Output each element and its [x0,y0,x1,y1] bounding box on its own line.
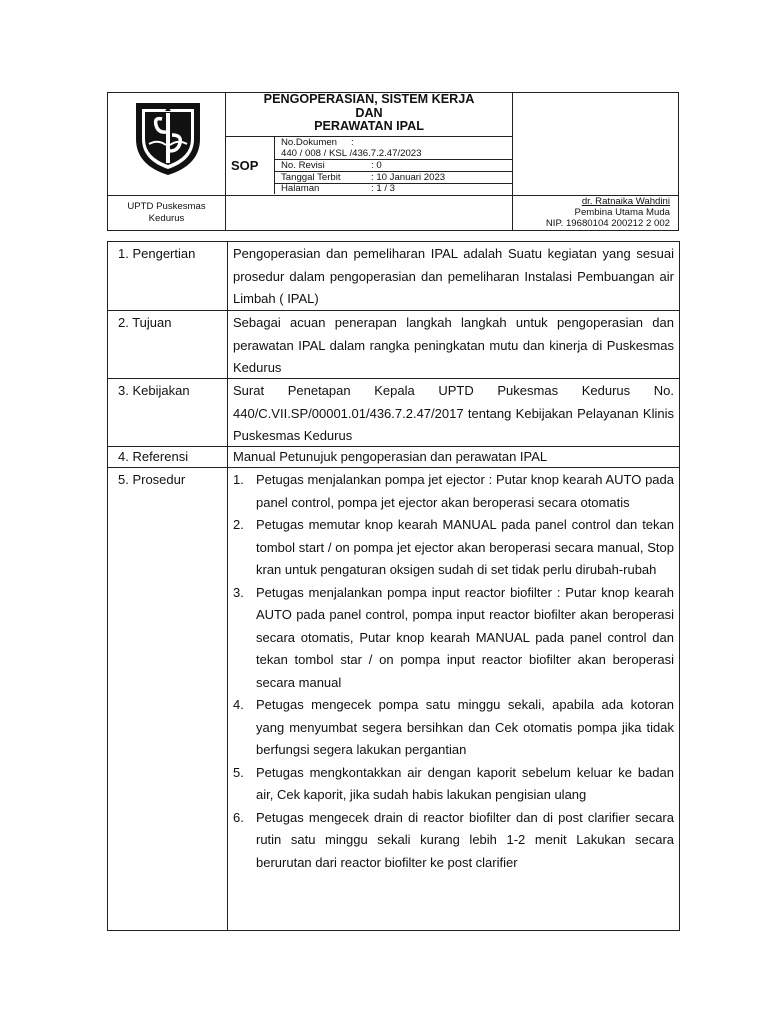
signatory-nip: NIP. 19680104 200212 2 002 [545,218,670,229]
section-row-prosedur [108,467,679,931]
signatory-block [546,196,670,229]
sop-header-table [107,92,679,231]
meta-issue-date: Tanggal Terbit : 10 Januari 2023 [281,172,446,183]
section-label: 2. Tujuan [118,315,172,330]
section-label: 1. Pengertian [118,246,196,261]
section-row-kebijakan [108,378,679,447]
signatory-name: dr. Ratnaika Wahdini [581,196,670,207]
section-row-referensi [108,446,679,468]
signatory-rank: Pembina Utama Muda [574,207,670,218]
list-item: 4. Petugas mengecek pompa satu minggu sekali, apabila ada kotoran yang menyumbat segera bersihkan dan Cek otomatis pompa jika tidak berfungsi segera lakukan pergantian [233,697,674,757]
section-label: 3. Kebijakan [118,383,190,398]
title-line: PENGOPERASIAN, SISTEM KERJA [263,92,475,106]
document-title [226,93,512,134]
section-text: Sebagai acuan penerapan langkah langkah untuk pengoperasian dan perawatan IPAL dalam rangka peningkatan mutu dan kinerja di Puskesmas Kedurus [233,315,674,375]
title-line: DAN [355,105,383,120]
meta-revision: No. Revisi : 0 [281,160,382,171]
list-item: 2. Petugas memutar knop kearah MANUAL pada panel control dan tekan tombol start / on pompa jet ejector akan beroperasi secara manual, Stop kran untuk pengaturan oksigen sudah di set tidak perlu dirubah-rubah [233,517,674,577]
section-text: Pengoperasian dan pemeliharan IPAL adalah Suatu kegiatan yang sesuai prosedur dalam pengoperasian dan pemeliharan Instalasi Pembuangan air Limbah ( IPAL) [233,246,674,306]
section-label: 5. Prosedur [118,472,186,487]
sop-content-table [107,241,680,931]
sop-label: SOP [231,158,259,173]
surabaya-city-emblem-icon [132,99,204,177]
list-item: 5. Petugas mengkontakkan air dengan kaporit sebelum keluar ke badan air, Cek kaporit, jika sudah habis lakukan pengisian ulang [233,764,674,802]
section-text: Surat Penetapan Kepala UPTD Pukesmas Kedurus No. 440/C.VII.SP/00001.01/436.7.2.47/2017 tentang Kebijakan Pelayanan Klinis Puskesmas Kedurus [233,383,674,443]
list-item: 3. Petugas menjalankan pompa input reactor biofilter : Putar knop kearah AUTO pada panel control, pompa input reactor biofilter akan beroperasi secara otomatis, Putar knop kearah MANUAL pada panel control dan tekan tombol star / on pompa input reactor biofilter akan beroperasi secara manual [233,584,674,690]
list-item: 6. Petugas mengecek drain di reactor biofilter dan di post clarifier secara rutin satu minggu sekali kurang lebih 1-2 menit Lakukan secara berurutan dari reactor biofilter ke post clarifier [233,809,674,870]
section-text: Manual Petunujuk pengoperasian dan perawatan IPAL [233,449,548,464]
meta-doc-number-value: 440 / 008 / KSL /436.7.2.47/2023 [281,148,422,159]
unit-name: UPTD Puskesmas Kedurus [127,201,206,224]
list-item: 1. Petugas menjalankan pompa jet ejector : Putar knop kearah AUTO pada panel control, pompa jet ejector akan beroperasi secara otomatis [233,472,674,510]
title-line: PERAWATAN IPAL [314,119,424,133]
section-row-pengertian [108,242,679,310]
section-row-tujuan [108,310,679,379]
procedure-steps [233,469,674,874]
section-label: 4. Referensi [118,449,189,464]
meta-doc-number-label: No.Dokumen : [281,137,354,148]
meta-page: Halaman : 1 / 3 [281,183,395,194]
